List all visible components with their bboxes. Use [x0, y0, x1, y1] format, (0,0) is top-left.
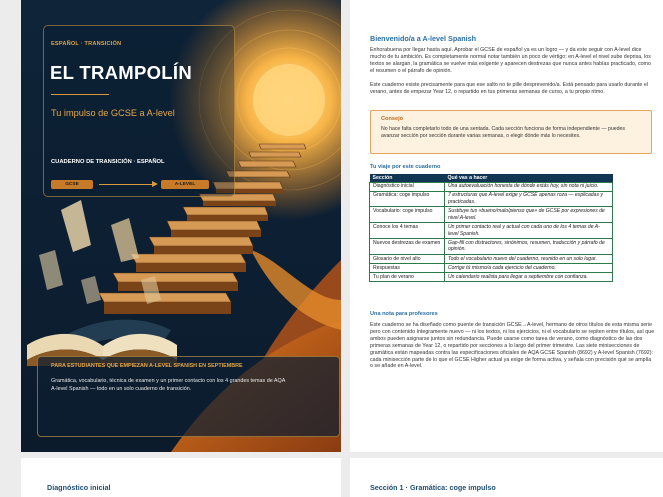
diagnostic-heading: Diagnóstico inicial	[47, 483, 111, 492]
table-cell: Sustituye tus «bueno/malo/pienso que» de GCSE por expresiones de nivel A-level.	[445, 207, 613, 223]
intro-page	[350, 0, 663, 452]
journey-heading: Tu viaje por este cuaderno	[370, 164, 441, 170]
cover-audience-heading: PARA ESTUDIANTES QUE EMPIEZAN A-LEVEL SPANISH EN SEPTIEMBRE	[51, 363, 243, 369]
table-header-section: Sección	[370, 174, 445, 182]
table-header-row	[370, 174, 613, 182]
grammar-page	[350, 458, 663, 497]
grammar-section-heading: Sección 1 · Gramática: coge impulso	[370, 483, 496, 492]
teachers-paragraph: Este cuaderno se ha diseñado como puente de transición GCSE→A-level, hermano de otros títulos de esta misma serie pero con contenido íntegramente nuevo — ni los textos, ni los ejercicios, ni el vocabulario se repiten entre títulos, así que ambos pueden asignarse juntos sin redundancia. Puede usarse como tarea de verano, como diagnóstico de las dos primeras semanas de Year 12, o repartido por secciones a lo largo del primer trimestre. Las siete minisecciones de gramática están mapeadas contra las especificaciones oficiales de AQA GCSE Spanish (8692) y A-level Spanish (7692): cada minisección parte de lo que el GCSE Higher actual ya exige de forma activa, y señala con precisión qué se amplía o se añade en A-level.	[370, 322, 655, 370]
gcse-pill: GCSE	[51, 180, 93, 189]
table-cell: Una autoevaluación honesta de dónde estás hoy, sin nota ni juicio.	[445, 182, 613, 191]
table-row	[370, 239, 613, 255]
welcome-paragraph-1: Enhorabuena por llegar hasta aquí. Aprobar el GCSE de español ya es un logro — y da este seguir con A-level dice mucho de tu ambición. Es completamente normal notar también un poco de vértigo: en A-level el nivel sube deprisa, los textos se alargan, la gramática se vuelve más exigente y aparecen destrezas que nunca antes habías practicado, como el resumen o el párrafo de opinión.	[370, 47, 651, 74]
diagnostic-page	[21, 458, 341, 497]
cover-workbook-label: CUADERNO DE TRANSICIÓN · ESPAÑOL	[51, 159, 165, 165]
cover-label: ESPAÑOL · TRANSICIÓN	[51, 41, 122, 47]
table-header-what: Qué vas a hacer	[445, 174, 613, 182]
cover-title: EL TRAMPOLÍN	[50, 62, 193, 83]
table-row	[370, 191, 613, 207]
cover-title-rule	[51, 94, 109, 95]
table-cell: Un primer contacto real y actual con cada uno de los 4 temas de A-level Spanish.	[445, 223, 613, 239]
table-cell: Glosario de nivel alto	[370, 254, 445, 263]
table-cell: Tu plan de verano	[370, 273, 445, 282]
table-cell: Gap-fill con distractores, sinónimos, resumen, traducción y párrafo de opinión.	[445, 239, 613, 255]
a-level-pill: A-LEVEL	[161, 180, 209, 189]
table-cell: Diagnóstico inicial	[370, 182, 445, 191]
tip-text: No hace falta completarlo todo de una sentada. Cada sección funciona de forma independiente — puedes avanzar sección por sección durante varias semanas, o elegir dónde más lo necesites.	[381, 126, 625, 139]
sections-table	[369, 174, 613, 282]
tip-title: Consejo	[381, 116, 404, 122]
table-row	[370, 182, 613, 191]
table-row	[370, 207, 613, 223]
cover-subtitle: Tu impulso de GCSE a A-level	[51, 108, 175, 118]
arrow-right-icon	[152, 181, 158, 187]
table-row	[370, 223, 613, 239]
cover-page	[21, 0, 341, 452]
table-cell: Gramática: coge impulso	[370, 191, 445, 207]
table-cell: Nuevos destrezas de examen	[370, 239, 445, 255]
table-cell: Un calendario realista para llegar a septiembre con confianza.	[445, 273, 613, 282]
arrow-line	[99, 184, 155, 185]
table-cell: 7 estructuras que A-level exige y GCSE apenas roza — explicadas y practicadas.	[445, 191, 613, 207]
teachers-heading: Una nota para profesores	[370, 311, 438, 317]
table-cell: Vocabulario: coge impulso	[370, 207, 445, 223]
table-row	[370, 273, 613, 282]
welcome-heading: Bienvenido/a a A-level Spanish	[370, 34, 476, 43]
table-row	[370, 254, 613, 263]
table-cell: Conoce los 4 temas	[370, 223, 445, 239]
table-cell: Corrige tú mismo/a cada ejercicio del cuaderno.	[445, 264, 613, 273]
welcome-paragraph-2: Este cuaderno existe precisamente para que ese salto no te pille desprevenido/a. Está pensado para usarlo durante el verano, antes de empezar Year 12, o repartido en tus primeras semanas de curso, a tu propio ritmo.	[370, 82, 648, 95]
cover-audience-text: Gramática, vocabulario, técnica de examen y un primer contacto con los 4 grandes temas de AQA A-level Spanish — todo en un solo cuaderno de transición.	[51, 378, 286, 392]
tip-box	[370, 110, 652, 154]
table-row	[370, 264, 613, 273]
table-cell: Todo el vocabulario nuevo del cuaderno, reunido en un solo lugar.	[445, 254, 613, 263]
table-cell: Respuestas	[370, 264, 445, 273]
